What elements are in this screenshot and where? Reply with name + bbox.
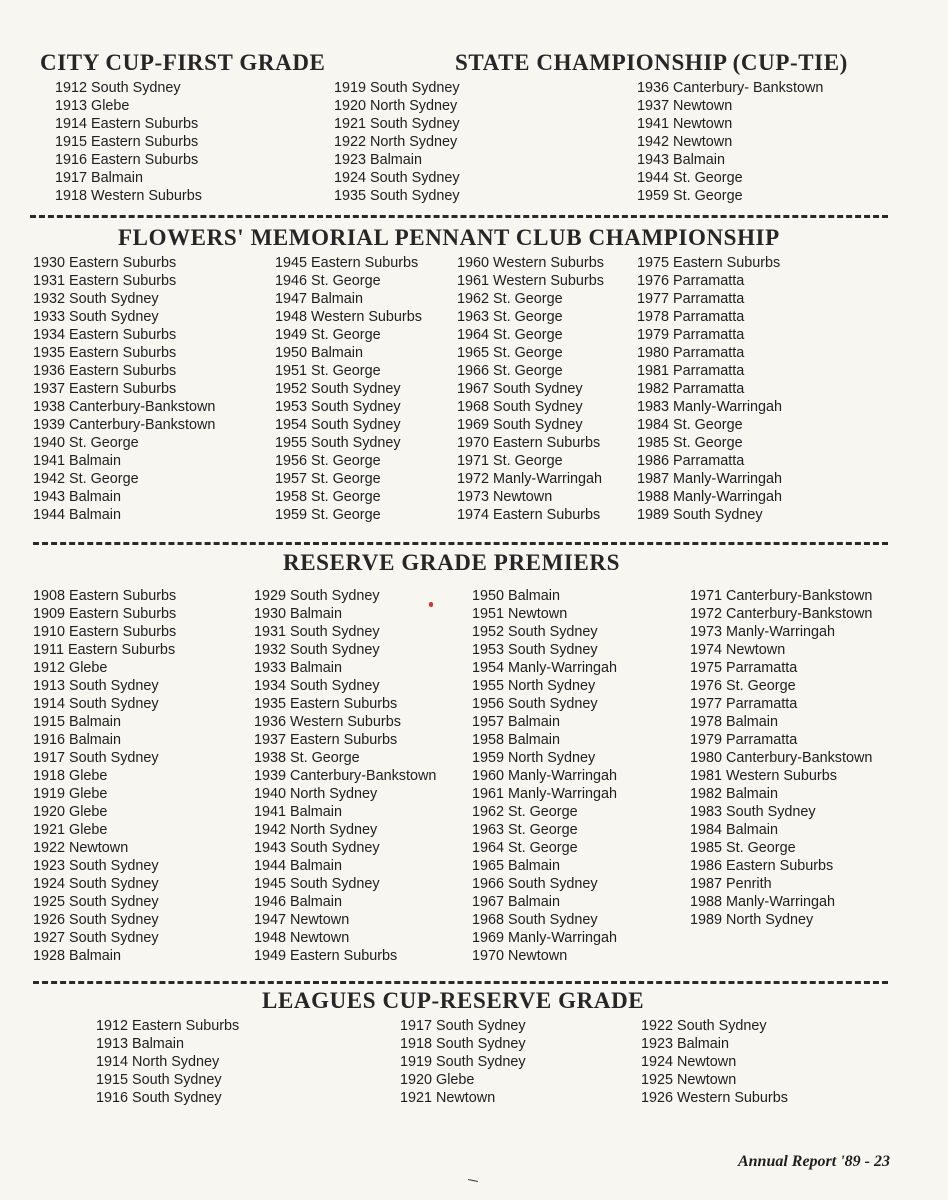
list-item: 1920 Glebe <box>400 1072 475 1088</box>
list-item: 1926 South Sydney <box>33 912 159 928</box>
list-item: 1938 St. George <box>254 750 360 766</box>
reserve-col-3 <box>472 587 617 965</box>
list-item: 1921 Glebe <box>33 822 108 838</box>
list-item: 1910 Eastern Suburbs <box>33 624 177 640</box>
reserve-grade-heading: RESERVE GRADE PREMIERS <box>283 550 620 575</box>
list-item: 1966 South Sydney <box>472 876 598 892</box>
flowers-memorial-heading: FLOWERS' MEMORIAL PENNANT CLUB CHAMPIONSHIP <box>118 225 780 250</box>
list-item: 1916 Balmain <box>33 732 122 748</box>
list-item: 1979 Parramatta <box>637 327 745 343</box>
list-item: 1913 South Sydney <box>33 678 159 694</box>
list-item: 1936 Western Suburbs <box>254 714 401 730</box>
list-item: 1942 North Sydney <box>254 822 378 838</box>
list-item: 1961 Western Suburbs <box>457 273 604 289</box>
list-item: 1948 Newtown <box>254 930 350 946</box>
list-item: 1929 South Sydney <box>254 588 380 604</box>
list-item: 1984 St. George <box>637 417 743 433</box>
list-item: 1986 Eastern Suburbs <box>690 858 834 874</box>
list-item: 1937 Eastern Suburbs <box>33 381 177 397</box>
list-item: 1947 Balmain <box>275 291 364 307</box>
list-item: 1936 Eastern Suburbs <box>33 363 177 379</box>
list-item: 1946 St. George <box>275 273 381 289</box>
list-item: 1931 South Sydney <box>254 624 380 640</box>
list-item: 1912 Glebe <box>33 660 108 676</box>
list-item: 1985 St. George <box>637 435 743 451</box>
list-item: 1923 Balmain <box>641 1036 730 1052</box>
list-item: 1978 Parramatta <box>637 309 745 325</box>
list-item: 1940 North Sydney <box>254 786 378 802</box>
leagues-cup-heading: LEAGUES CUP-RESERVE GRADE <box>262 988 645 1013</box>
list-item: 1942 St. George <box>33 471 139 487</box>
list-item: 1984 Balmain <box>690 822 779 838</box>
list-item: 1968 South Sydney <box>472 912 598 928</box>
list-item: 1958 St. George <box>275 489 381 505</box>
list-item: 1947 Newtown <box>254 912 350 928</box>
list-item: 1967 Balmain <box>472 894 561 910</box>
list-item: 1950 Balmain <box>472 588 561 604</box>
list-item: 1945 South Sydney <box>254 876 380 892</box>
list-item: 1976 St. George <box>690 678 796 694</box>
list-item: 1935 Eastern Suburbs <box>254 696 398 712</box>
list-item: 1919 South Sydney <box>334 80 460 96</box>
list-item: 1983 Manly-Warringah <box>637 399 783 415</box>
list-item: 1913 Balmain <box>96 1036 185 1052</box>
list-item: 1930 Eastern Suburbs <box>33 255 177 271</box>
list-item: 1919 Glebe <box>33 786 108 802</box>
list-item: 1914 Eastern Suburbs <box>55 116 199 132</box>
list-item: 1933 South Sydney <box>33 309 159 325</box>
list-item: 1971 Canterbury-Bankstown <box>690 588 873 604</box>
list-item: 1987 Manly-Warringah <box>637 471 783 487</box>
city-cup-col-1 <box>55 79 202 205</box>
list-item: 1988 Manly-Warringah <box>637 489 783 505</box>
list-item: 1941 Newtown <box>637 116 733 132</box>
list-item: 1982 Balmain <box>690 786 779 802</box>
list-item: 1915 South Sydney <box>96 1072 222 1088</box>
list-item: 1952 South Sydney <box>275 381 401 397</box>
list-item: 1962 St. George <box>457 291 563 307</box>
list-item: 1974 Newtown <box>690 642 786 658</box>
list-item: 1963 St. George <box>457 309 563 325</box>
list-item: 1953 South Sydney <box>275 399 401 415</box>
list-item: 1959 St. George <box>275 507 381 523</box>
list-item: 1950 Balmain <box>275 345 364 361</box>
list-item: 1979 Parramatta <box>690 732 798 748</box>
list-item: 1951 Newtown <box>472 606 568 622</box>
list-item: 1948 Western Suburbs <box>275 309 422 325</box>
list-item: 1940 St. George <box>33 435 139 451</box>
list-item: 1908 Eastern Suburbs <box>33 588 177 604</box>
list-item: 1935 South Sydney <box>334 188 460 204</box>
list-item: 1917 Balmain <box>55 170 144 186</box>
list-item: 1949 St. George <box>275 327 381 343</box>
list-item: 1963 St. George <box>472 822 578 838</box>
list-item: 1932 South Sydney <box>33 291 159 307</box>
list-item: 1965 St. George <box>457 345 563 361</box>
list-item: 1968 South Sydney <box>457 399 583 415</box>
list-item: 1954 South Sydney <box>275 417 401 433</box>
list-item: 1973 Newtown <box>457 489 553 505</box>
list-item: 1953 South Sydney <box>472 642 598 658</box>
list-item: 1946 Balmain <box>254 894 343 910</box>
list-item: 1986 Parramatta <box>637 453 745 469</box>
list-item: 1951 St. George <box>275 363 381 379</box>
list-item: 1954 Manly-Warringah <box>472 660 618 676</box>
list-item: 1961 Manly-Warringah <box>472 786 618 802</box>
list-item: 1956 St. George <box>275 453 381 469</box>
list-item: 1944 Balmain <box>33 507 122 523</box>
list-item: 1938 Canterbury-Bankstown <box>33 399 216 415</box>
list-item: 1975 Parramatta <box>690 660 798 676</box>
page-footer: Annual Report '89 - 23 <box>737 1153 890 1170</box>
list-item: 1912 South Sydney <box>55 80 181 96</box>
list-item: 1941 Balmain <box>33 453 122 469</box>
list-item: 1921 Newtown <box>400 1090 496 1106</box>
list-item: 1980 Canterbury-Bankstown <box>690 750 873 766</box>
stray-mark <box>468 1179 478 1182</box>
list-item: 1976 Parramatta <box>637 273 745 289</box>
list-item: 1958 Balmain <box>472 732 561 748</box>
list-item: 1989 North Sydney <box>690 912 814 928</box>
list-item: 1972 Canterbury-Bankstown <box>690 606 873 622</box>
list-item: 1982 Parramatta <box>637 381 745 397</box>
list-item: 1920 North Sydney <box>334 98 458 114</box>
list-item: 1913 Glebe <box>55 98 130 114</box>
list-item: 1912 Eastern Suburbs <box>96 1018 240 1034</box>
ink-speck <box>429 602 433 607</box>
list-item: 1966 St. George <box>457 363 563 379</box>
list-item: 1928 Balmain <box>33 948 122 964</box>
list-item: 1939 Canterbury-Bankstown <box>254 768 437 784</box>
list-item: 1944 St. George <box>637 170 743 186</box>
list-item: 1957 St. George <box>275 471 381 487</box>
list-item: 1957 Balmain <box>472 714 561 730</box>
list-item: 1962 St. George <box>472 804 578 820</box>
list-item: 1974 Eastern Suburbs <box>457 507 601 523</box>
flowers-col-1 <box>33 254 215 524</box>
list-item: 1949 Eastern Suburbs <box>254 948 398 964</box>
list-item: 1983 South Sydney <box>690 804 816 820</box>
list-item: 1921 South Sydney <box>334 116 460 132</box>
list-item: 1922 South Sydney <box>641 1018 767 1034</box>
flowers-col-4 <box>637 254 782 524</box>
list-item: 1955 North Sydney <box>472 678 596 694</box>
list-item: 1924 South Sydney <box>33 876 159 892</box>
flowers-col-2 <box>275 254 422 524</box>
list-item: 1922 Newtown <box>33 840 129 856</box>
state-championship-col-1 <box>637 79 823 205</box>
leagues-col-2 <box>400 1017 526 1107</box>
leagues-col-3 <box>641 1017 788 1107</box>
list-item: 1967 South Sydney <box>457 381 583 397</box>
list-item: 1931 Eastern Suburbs <box>33 273 177 289</box>
list-item: 1942 Newtown <box>637 134 733 150</box>
list-item: 1914 South Sydney <box>33 696 159 712</box>
list-item: 1911 Eastern Suburbs <box>33 642 176 658</box>
list-item: 1989 South Sydney <box>637 507 763 523</box>
list-item: 1918 Glebe <box>33 768 108 784</box>
list-item: 1964 St. George <box>472 840 578 856</box>
list-item: 1925 Newtown <box>641 1072 737 1088</box>
list-item: 1978 Balmain <box>690 714 779 730</box>
list-item: 1915 Eastern Suburbs <box>55 134 199 150</box>
list-item: 1980 Parramatta <box>637 345 745 361</box>
list-item: 1932 South Sydney <box>254 642 380 658</box>
list-item: 1969 Manly-Warringah <box>472 930 618 946</box>
list-item: 1916 Eastern Suburbs <box>55 152 199 168</box>
list-item: 1988 Manly-Warringah <box>690 894 836 910</box>
list-item: 1944 Balmain <box>254 858 343 874</box>
list-item: 1937 Newtown <box>637 98 733 114</box>
list-item: 1936 Canterbury- Bankstown <box>637 80 824 96</box>
list-item: 1965 Balmain <box>472 858 561 874</box>
list-item: 1918 South Sydney <box>400 1036 526 1052</box>
list-item: 1945 Eastern Suburbs <box>275 255 419 271</box>
list-item: 1919 South Sydney <box>400 1054 526 1070</box>
list-item: 1934 South Sydney <box>254 678 380 694</box>
flowers-col-3 <box>457 254 604 524</box>
divider-3 <box>33 981 888 984</box>
list-item: 1926 Western Suburbs <box>641 1090 788 1106</box>
list-item: 1916 South Sydney <box>96 1090 222 1106</box>
list-item: 1930 Balmain <box>254 606 343 622</box>
state-championship-heading: STATE CHAMPIONSHIP (CUP-TIE) <box>455 50 848 75</box>
list-item: 1971 St. George <box>457 453 563 469</box>
leagues-col-1 <box>96 1017 239 1107</box>
list-item: 1939 Canterbury-Bankstown <box>33 417 216 433</box>
list-item: 1969 South Sydney <box>457 417 583 433</box>
reserve-col-1 <box>33 587 176 965</box>
list-item: 1909 Eastern Suburbs <box>33 606 177 622</box>
list-item: 1981 Western Suburbs <box>690 768 837 784</box>
list-item: 1925 South Sydney <box>33 894 159 910</box>
list-item: 1960 Western Suburbs <box>457 255 604 271</box>
list-item: 1923 Balmain <box>334 152 423 168</box>
reserve-col-4 <box>690 587 872 929</box>
reserve-col-2 <box>254 587 436 965</box>
list-item: 1955 South Sydney <box>275 435 401 451</box>
list-item: 1973 Manly-Warringah <box>690 624 836 640</box>
list-item: 1970 Newtown <box>472 948 568 964</box>
list-item: 1918 Western Suburbs <box>55 188 202 204</box>
list-item: 1985 St. George <box>690 840 796 856</box>
list-item: 1941 Balmain <box>254 804 343 820</box>
list-item: 1981 Parramatta <box>637 363 745 379</box>
city-cup-col-2 <box>334 79 460 205</box>
list-item: 1943 Balmain <box>637 152 726 168</box>
list-item: 1959 St. George <box>637 188 743 204</box>
list-item: 1956 South Sydney <box>472 696 598 712</box>
list-item: 1937 Eastern Suburbs <box>254 732 398 748</box>
list-item: 1987 Penrith <box>690 876 772 892</box>
list-item: 1960 Manly-Warringah <box>472 768 618 784</box>
list-item: 1935 Eastern Suburbs <box>33 345 177 361</box>
list-item: 1924 South Sydney <box>334 170 460 186</box>
list-item: 1924 Newtown <box>641 1054 737 1070</box>
list-item: 1952 South Sydney <box>472 624 598 640</box>
list-item: 1964 St. George <box>457 327 563 343</box>
list-item: 1943 South Sydney <box>254 840 380 856</box>
list-item: 1943 Balmain <box>33 489 122 505</box>
list-item: 1917 South Sydney <box>400 1018 526 1034</box>
list-item: 1970 Eastern Suburbs <box>457 435 601 451</box>
list-item: 1915 Balmain <box>33 714 122 730</box>
city-cup-heading: CITY CUP-FIRST GRADE <box>40 50 326 75</box>
list-item: 1917 South Sydney <box>33 750 159 766</box>
list-item: 1927 South Sydney <box>33 930 159 946</box>
list-item: 1923 South Sydney <box>33 858 159 874</box>
divider-2 <box>33 542 888 545</box>
list-item: 1972 Manly-Warringah <box>457 471 603 487</box>
list-item: 1977 Parramatta <box>690 696 798 712</box>
list-item: 1922 North Sydney <box>334 134 458 150</box>
list-item: 1920 Glebe <box>33 804 108 820</box>
list-item: 1934 Eastern Suburbs <box>33 327 177 343</box>
list-item: 1975 Eastern Suburbs <box>637 255 781 271</box>
list-item: 1959 North Sydney <box>472 750 596 766</box>
list-item: 1977 Parramatta <box>637 291 745 307</box>
divider-1 <box>30 215 888 218</box>
list-item: 1914 North Sydney <box>96 1054 220 1070</box>
list-item: 1933 Balmain <box>254 660 343 676</box>
